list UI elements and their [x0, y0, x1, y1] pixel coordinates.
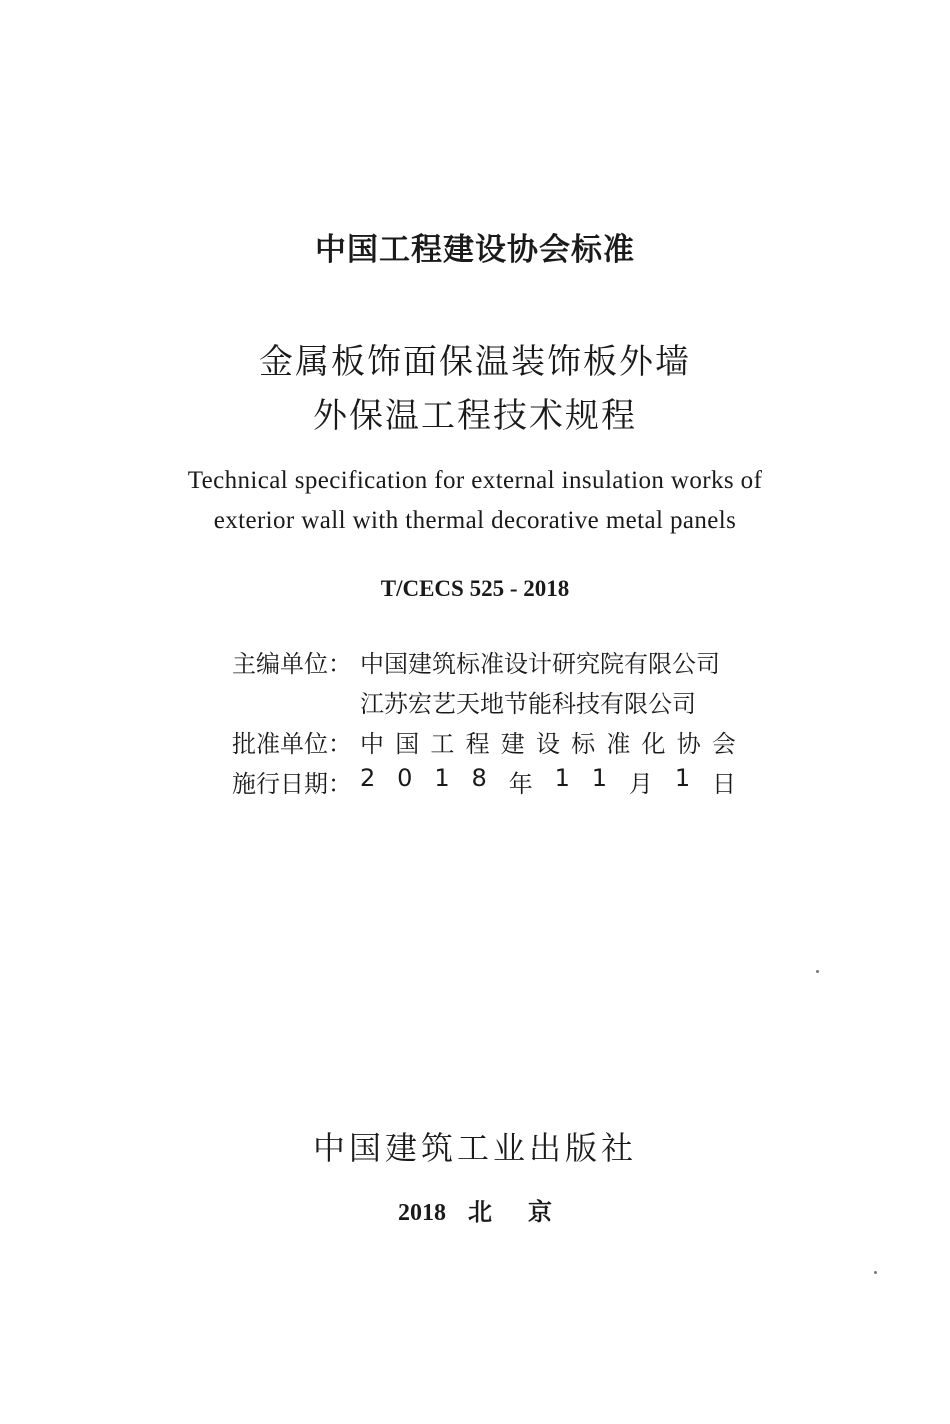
date-char: 1: [434, 764, 450, 792]
title-chinese-line-1: 金属板饰面保温装饰板外墙: [259, 342, 691, 382]
date-char: 年: [508, 770, 533, 798]
date-char: 1: [591, 764, 608, 792]
date-char: 日: [711, 770, 736, 798]
approval-value: [360, 724, 736, 759]
scan-speck: [816, 970, 819, 973]
effective-date-value: [360, 764, 736, 799]
title-english-line-2: exterior wall with thermal decorative metal panels: [213, 507, 737, 534]
date-char: 2: [360, 764, 376, 792]
chief-editor-2: 江苏宏艺天地节能科技有限公司: [360, 690, 696, 718]
approval-char: 设: [535, 730, 560, 758]
approval-char: 协: [676, 730, 701, 758]
standard-code: T/CECS 525 - 2018: [380, 576, 570, 601]
title-chinese-line-2: 外保温工程技术规程: [313, 396, 637, 436]
approval-char: 会: [711, 730, 736, 758]
date-char: 月: [628, 770, 653, 798]
approval-char: 化: [641, 730, 666, 758]
date-char: 8: [471, 764, 487, 792]
approval-char: 准: [606, 730, 631, 758]
organization-standard-heading: 中国工程建设协会标准: [315, 232, 635, 268]
date-char: 1: [674, 764, 691, 792]
date-char: 1: [554, 764, 570, 792]
chief-editor-1: 中国建筑标准设计研究院有限公司: [360, 650, 720, 678]
chief-editors-label: 主编单位：: [232, 650, 352, 678]
publication-year: 2018: [398, 1200, 446, 1226]
approval-char: 国: [395, 730, 420, 758]
approval-row: [232, 724, 738, 758]
publication-city-char-2: 京: [528, 1200, 552, 1226]
scan-speck: [874, 1271, 877, 1274]
date-char: 0: [397, 764, 413, 792]
approval-char: 工: [430, 730, 455, 758]
chief-editors-row: [232, 644, 738, 678]
title-english-line-1: Technical specification for external insulation works of: [187, 467, 763, 494]
chief-editors-row-2: [232, 684, 738, 718]
approval-char: 标: [571, 730, 596, 758]
publisher-name: 中国建筑工业出版社: [312, 1129, 637, 1167]
approval-char: 中: [360, 730, 384, 758]
publication-year-city: [0, 1192, 950, 1227]
effective-date-row: [232, 764, 738, 798]
publication-city-char-1: 北: [468, 1200, 492, 1226]
approval-char: 程: [465, 730, 490, 758]
approval-label: 批准单位：: [232, 730, 352, 758]
approval-char: 建: [500, 730, 525, 758]
effective-date-label: 施行日期：: [232, 770, 352, 798]
